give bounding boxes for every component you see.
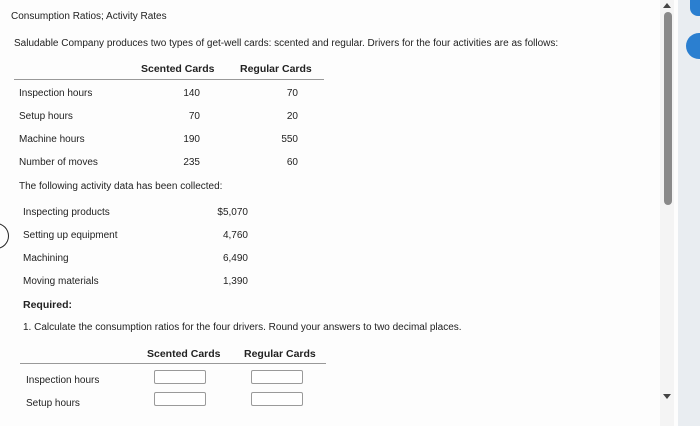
drivers-row-label: Inspection hours	[19, 88, 93, 99]
answer-col-regular: Regular Cards	[244, 348, 316, 360]
answer-inspection-regular-input[interactable]	[251, 370, 303, 384]
drivers-row-label: Setup hours	[19, 111, 73, 122]
drivers-row-scented: 140	[183, 88, 200, 99]
activity-intro-text: The following activity data has been collected:	[19, 181, 223, 192]
activity-row-label: Moving materials	[23, 276, 99, 287]
activity-row-value: $5,070	[217, 207, 248, 218]
answer-row-label: Inspection hours	[26, 375, 100, 386]
scroll-down-arrow-icon[interactable]	[663, 394, 671, 399]
drivers-row-label: Number of moves	[19, 157, 98, 168]
question-1-text: 1. Calculate the consumption ratios for the four drivers. Round your answers to two decimal places.	[23, 322, 462, 333]
drivers-header-divider	[14, 79, 324, 80]
drivers-row-scented: 235	[183, 157, 200, 168]
activity-row-value: 4,760	[222, 230, 248, 241]
drivers-row-scented: 70	[188, 111, 200, 122]
drivers-col-scented: Scented Cards	[141, 63, 215, 75]
drivers-row-regular: 20	[286, 111, 298, 122]
side-panel-strip	[678, 0, 700, 426]
required-label: Required:	[23, 299, 73, 311]
page-title: Consumption Ratios; Activity Rates	[11, 11, 167, 22]
drivers-row-regular: 70	[286, 88, 298, 99]
answer-setup-regular-input[interactable]	[251, 392, 303, 406]
drivers-row-label: Machine hours	[19, 134, 85, 145]
answer-header-divider	[20, 363, 326, 364]
answer-setup-scented-input[interactable]	[154, 392, 206, 406]
drivers-col-regular: Regular Cards	[240, 63, 312, 75]
answer-inspection-scented-input[interactable]	[154, 370, 206, 384]
side-accent-top-icon	[690, 0, 700, 16]
scrollbar-thumb[interactable]	[664, 12, 672, 205]
activity-row-label: Setting up equipment	[23, 230, 118, 241]
intro-text: Saludable Company produces two types of get-well cards: scented and regular. Drivers for the four activities are as follows:	[14, 38, 559, 49]
activity-row-value: 6,490	[222, 253, 248, 264]
drivers-row-regular: 60	[286, 157, 298, 168]
activity-row-label: Inspecting products	[23, 207, 110, 218]
left-edge-bracket	[0, 223, 9, 249]
answer-col-scented: Scented Cards	[147, 348, 221, 360]
answer-row-label: Setup hours	[26, 398, 80, 409]
scroll-up-arrow-icon[interactable]	[663, 3, 671, 8]
drivers-row-scented: 190	[183, 134, 200, 145]
activity-row-value: 1,390	[222, 276, 248, 287]
drivers-row-regular: 550	[281, 134, 298, 145]
activity-row-label: Machining	[23, 253, 69, 264]
